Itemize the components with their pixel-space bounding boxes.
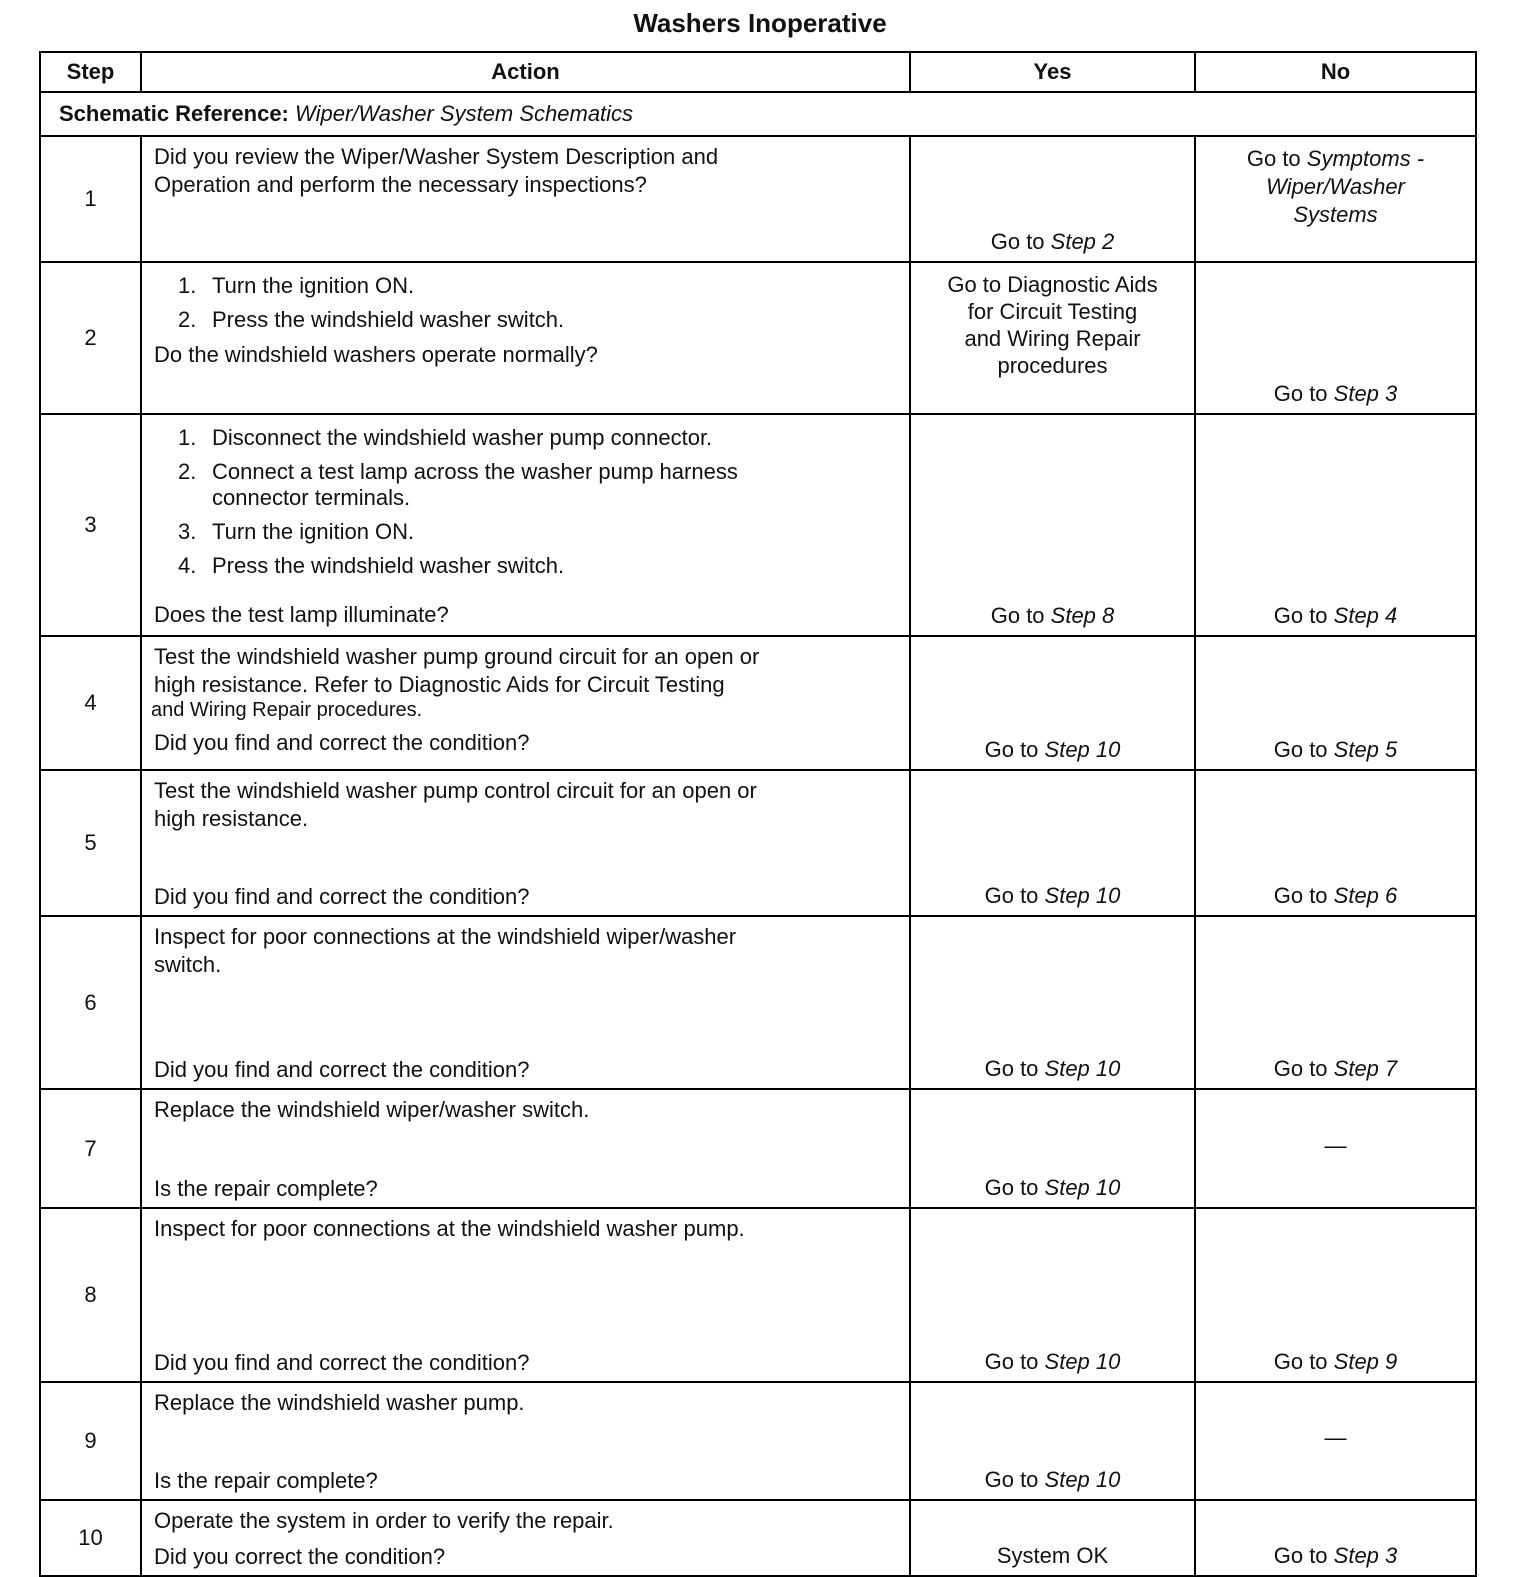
- action-question: Did you find and correct the condition?: [154, 1350, 530, 1375]
- no-cell: Go to Step 6: [1195, 770, 1476, 916]
- action-text: Test the windshield washer pump control circuit for an open or: [154, 778, 757, 803]
- action-cell: [141, 916, 910, 1089]
- page-title: Washers Inoperative: [633, 8, 887, 38]
- yes-cell: Go to Diagnostic Aids for Circuit Testing and Wiring Repair procedures: [910, 262, 1195, 414]
- step-number: 7: [40, 1089, 141, 1208]
- yes-cell: Go to Step 10: [910, 636, 1195, 770]
- step-number: 6: [40, 916, 141, 1089]
- schematic-reference: [40, 92, 1476, 136]
- action-cell: [141, 414, 910, 636]
- no-cell: Go to Symptoms - Wiper/Washer Systems: [1195, 136, 1476, 262]
- schematic-label: Schematic Reference:: [59, 101, 289, 126]
- yes-cell: Go to Step 10: [910, 1382, 1195, 1500]
- yes-cell: Go to Step 10: [910, 1208, 1195, 1382]
- step-number: 9: [40, 1382, 141, 1500]
- yes-cell: Go to Step 8: [910, 414, 1195, 636]
- header-row: [40, 52, 1476, 92]
- yes-cell: Go to Step 10: [910, 1089, 1195, 1208]
- action-question: Is the repair complete?: [154, 1468, 378, 1493]
- yes-cell: Go to Step 2: [910, 136, 1195, 262]
- diagnostic-table: [39, 51, 1477, 1577]
- no-cell: —: [1195, 1089, 1476, 1208]
- table-row: [40, 636, 1476, 770]
- no-cell: Go to Step 3: [1195, 1500, 1476, 1576]
- table-row: [40, 414, 1476, 636]
- table-row: [40, 1382, 1476, 1500]
- action-content: [154, 923, 897, 1084]
- no-cell: Go to Step 4: [1195, 414, 1476, 636]
- action-text: Operation and perform the necessary inspections?: [154, 172, 647, 197]
- table-row: [40, 1500, 1476, 1576]
- step-number: 8: [40, 1208, 141, 1382]
- no-cell: Go to Step 3: [1195, 262, 1476, 414]
- action-content: [154, 421, 897, 635]
- schematic-link: Wiper/Washer System Schematics: [295, 101, 634, 126]
- action-question: Did you find and correct the condition?: [154, 730, 530, 755]
- action-question: Do the windshield washers operate normally?: [154, 342, 598, 367]
- step-number: 2: [40, 262, 141, 414]
- no-cell: Go to Step 9: [1195, 1208, 1476, 1382]
- action-question: Did you find and correct the condition?: [154, 1057, 530, 1082]
- step-number: 1: [40, 136, 141, 262]
- action-cell: [141, 1382, 910, 1500]
- step-number: 5: [40, 770, 141, 916]
- table-row: [40, 916, 1476, 1089]
- step-number: 10: [40, 1500, 141, 1576]
- action-text: and Wiring Repair procedures.: [151, 699, 423, 721]
- step-number: 4: [40, 636, 141, 770]
- action-text: Inspect for poor connections at the windshield wiper/washer: [154, 924, 737, 949]
- action-content: [154, 1096, 897, 1203]
- action-cell: [141, 262, 910, 414]
- schematic-row: [40, 92, 1476, 136]
- header-yes: Yes: [910, 52, 1195, 92]
- action-content: [154, 1215, 897, 1377]
- table-row: [40, 136, 1476, 262]
- action-text: Replace the windshield wiper/washer switch.: [154, 1097, 590, 1122]
- yes-cell: System OK: [910, 1500, 1195, 1576]
- action-list: 1. Turn the ignition ON. 2. Press the windshield washer switch.: [178, 273, 565, 332]
- action-question: Does the test lamp illuminate?: [154, 602, 449, 627]
- action-cell: [141, 1500, 910, 1576]
- action-question: Is the repair complete?: [154, 1176, 378, 1201]
- action-content: [154, 1389, 897, 1495]
- action-cell: [141, 136, 910, 262]
- action-text: Did you review the Wiper/Washer System Description and: [154, 144, 719, 169]
- table-row: [40, 1208, 1476, 1382]
- table-row: [40, 1089, 1476, 1208]
- action-cell: [141, 770, 910, 916]
- header-step: Step: [40, 52, 141, 92]
- action-text: Inspect for poor connections at the windshield washer pump.: [154, 1216, 745, 1241]
- action-content: [154, 777, 897, 911]
- action-text: Test the windshield washer pump ground circuit for an open or: [154, 644, 760, 669]
- action-cell: [141, 636, 910, 770]
- table-row: [40, 770, 1476, 916]
- action-text: high resistance. Refer to Diagnostic Aids for Circuit Testing: [154, 672, 725, 697]
- action-text: high resistance.: [154, 806, 309, 831]
- action-cell: [141, 1089, 910, 1208]
- action-cell: [141, 1208, 910, 1382]
- no-cell: Go to Step 5: [1195, 636, 1476, 770]
- header-no: No: [1195, 52, 1476, 92]
- header-action: Action: [141, 52, 910, 92]
- no-cell: —: [1195, 1382, 1476, 1500]
- action-question: Did you find and correct the condition?: [154, 884, 530, 909]
- action-list: 1. Disconnect the windshield washer pump connector. 2. Connect a test lamp across the washer pump harness connector terminals. 3. Turn the ignition ON. 4. Press the windshield washer switch.: [178, 425, 738, 578]
- action-text: Replace the windshield washer pump.: [154, 1390, 525, 1415]
- step-number: 3: [40, 414, 141, 636]
- action-text: switch.: [154, 952, 222, 977]
- no-cell: Go to Step 7: [1195, 916, 1476, 1089]
- table-row: [40, 262, 1476, 414]
- yes-cell: Go to Step 10: [910, 770, 1195, 916]
- yes-cell: Go to Step 10: [910, 916, 1195, 1089]
- action-question: Did you correct the condition?: [154, 1544, 446, 1569]
- action-text: Operate the system in order to verify the repair.: [154, 1508, 614, 1533]
